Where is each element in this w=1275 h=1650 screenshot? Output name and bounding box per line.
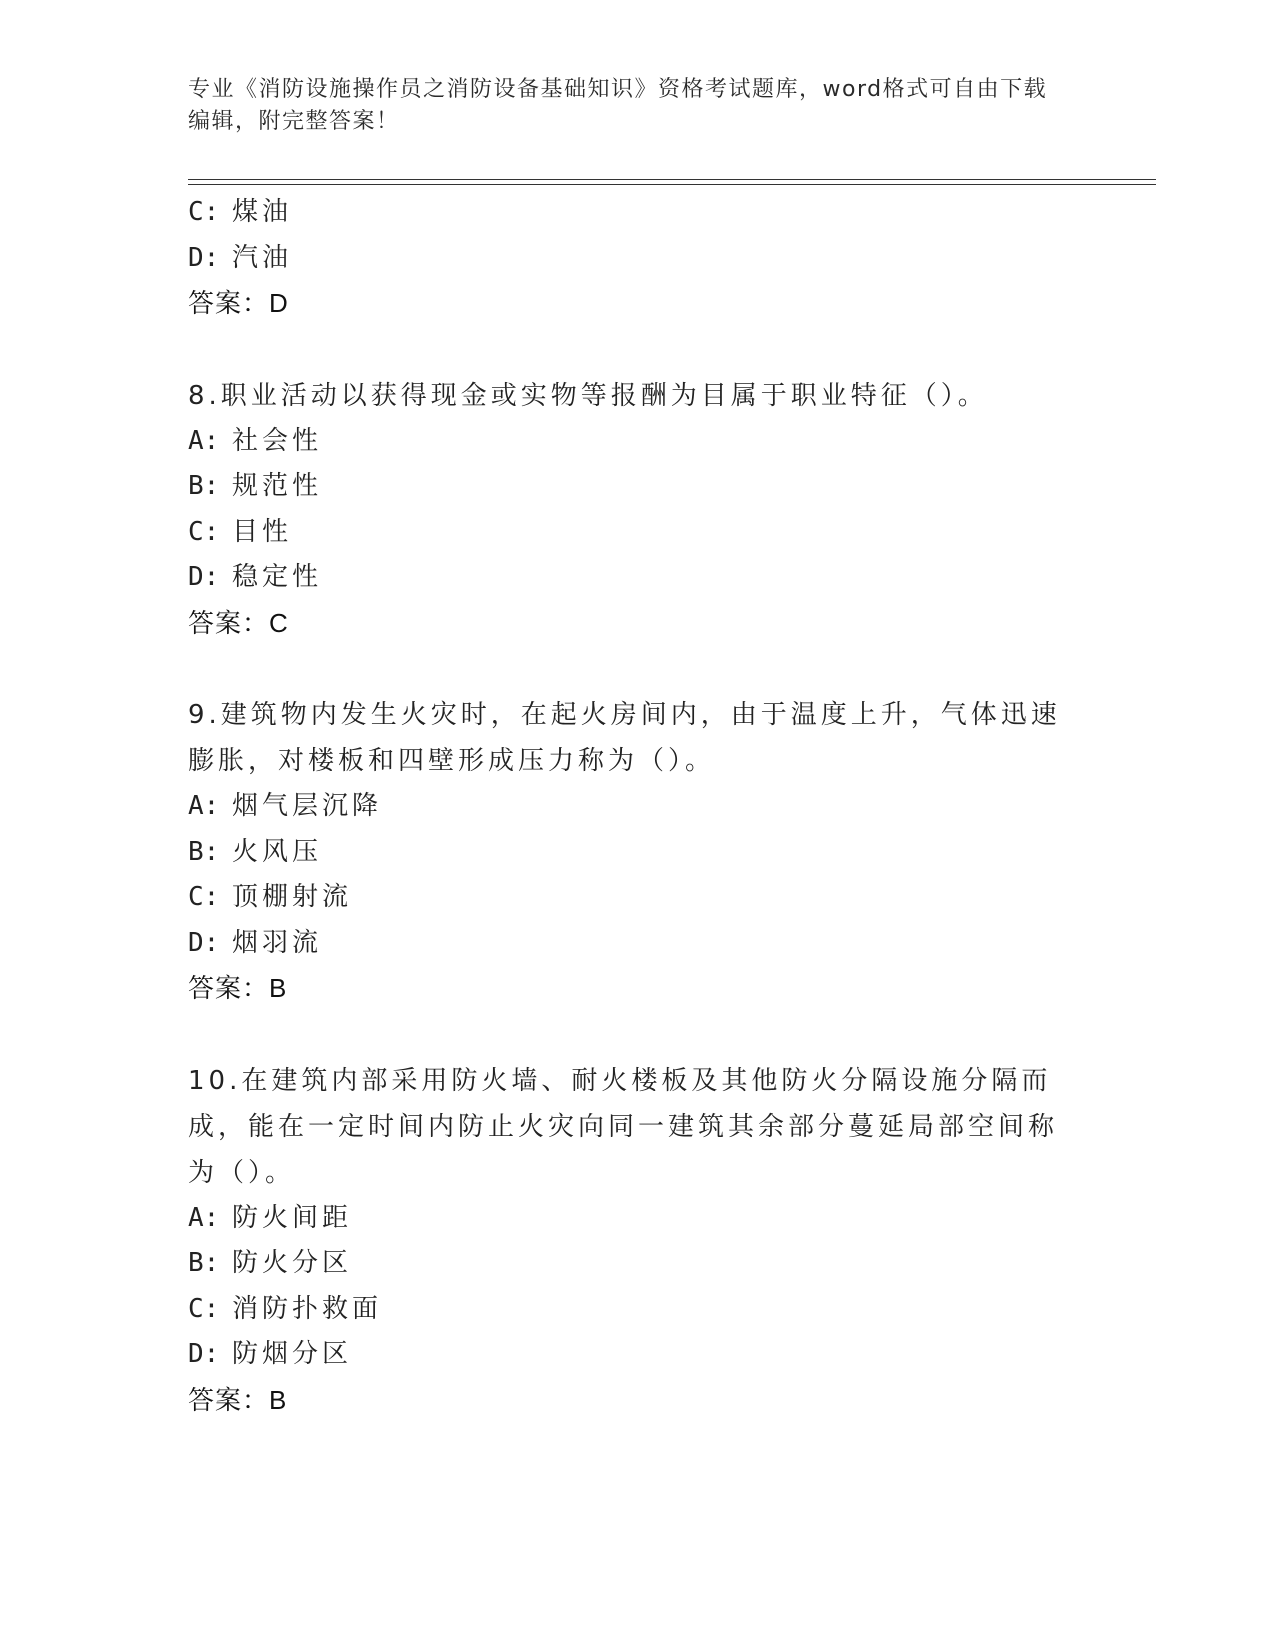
question-8 — [188, 373, 1068, 647]
answer-line: 答案：B — [188, 1384, 288, 1415]
option-text: 稳定性 — [232, 562, 323, 592]
question-stem: 8.职业活动以获得现金或实物等报酬为目属于职业特征（）。 — [188, 380, 988, 411]
option-row — [188, 1287, 1068, 1333]
answer-line: 答案：D — [188, 288, 289, 318]
option-text: 目性 — [232, 516, 293, 547]
option-key: C: — [188, 1293, 220, 1324]
option-key: B: — [188, 836, 220, 867]
question-list — [188, 190, 1068, 1423]
option-text: 社会性 — [232, 425, 323, 456]
option-text: 汽油 — [232, 242, 293, 273]
option-key: C: — [188, 882, 220, 912]
option-key: A: — [188, 425, 220, 456]
option-key: A: — [188, 791, 220, 821]
option-key: C: — [188, 516, 220, 547]
option-row — [188, 784, 1068, 830]
question-stem: 9.建筑物内发生火灾时，在起火房间内，由于温度上升，气体迅速膨胀，对楼板和四壁形成压力称为（）。 — [188, 700, 1061, 776]
option-row — [188, 190, 1068, 236]
spacer — [188, 1012, 1068, 1058]
option-row — [188, 236, 1068, 282]
option-text: 防火间距 — [232, 1202, 353, 1233]
option-key: D: — [188, 1339, 220, 1369]
option-text: 烟气层沉降 — [232, 791, 383, 821]
question-9 — [188, 692, 1068, 1012]
option-text: 火风压 — [232, 836, 323, 867]
option-text: 防烟分区 — [232, 1339, 353, 1369]
option-key: D: — [188, 562, 220, 592]
option-text: 消防扑救面 — [232, 1293, 383, 1324]
option-row — [188, 875, 1068, 921]
option-text: 防火分区 — [232, 1248, 353, 1278]
answer-line: 答案：C — [188, 607, 289, 638]
option-text: 煤油 — [232, 197, 293, 227]
option-text: 规范性 — [232, 471, 323, 501]
option-row — [188, 830, 1068, 876]
option-row — [188, 464, 1068, 510]
question-7-tail — [188, 190, 1068, 327]
spacer — [188, 327, 1068, 373]
spacer — [188, 646, 1068, 692]
option-key: B: — [188, 471, 220, 501]
option-key: C: — [188, 197, 220, 227]
option-text: 烟羽流 — [232, 927, 323, 958]
document-header — [188, 74, 1068, 138]
option-key: A: — [188, 1202, 220, 1233]
option-row — [188, 1332, 1068, 1378]
answer-line: 答案：B — [188, 973, 288, 1003]
option-text: 顶棚射流 — [232, 882, 353, 912]
option-row — [188, 921, 1068, 967]
option-row — [188, 555, 1068, 601]
option-row — [188, 1196, 1068, 1242]
header-intro-text: 专业《消防设施操作员之消防设备基础知识》资格考试题库，word格式可自由下载编辑，附完整答案！ — [188, 77, 1048, 134]
header-divider — [188, 179, 1156, 185]
option-row — [188, 419, 1068, 465]
option-key: D: — [188, 927, 220, 958]
question-stem: 10.在建筑内部采用防火墙、耐火楼板及其他防火分隔设施分隔而成，能在一定时间内防止火灾向同一建筑其余部分蔓延局部空间称为（）。 — [188, 1065, 1059, 1188]
option-row — [188, 510, 1068, 556]
option-key: D: — [188, 242, 220, 273]
question-10 — [188, 1058, 1068, 1424]
option-row — [188, 1241, 1068, 1287]
option-key: B: — [188, 1248, 220, 1278]
